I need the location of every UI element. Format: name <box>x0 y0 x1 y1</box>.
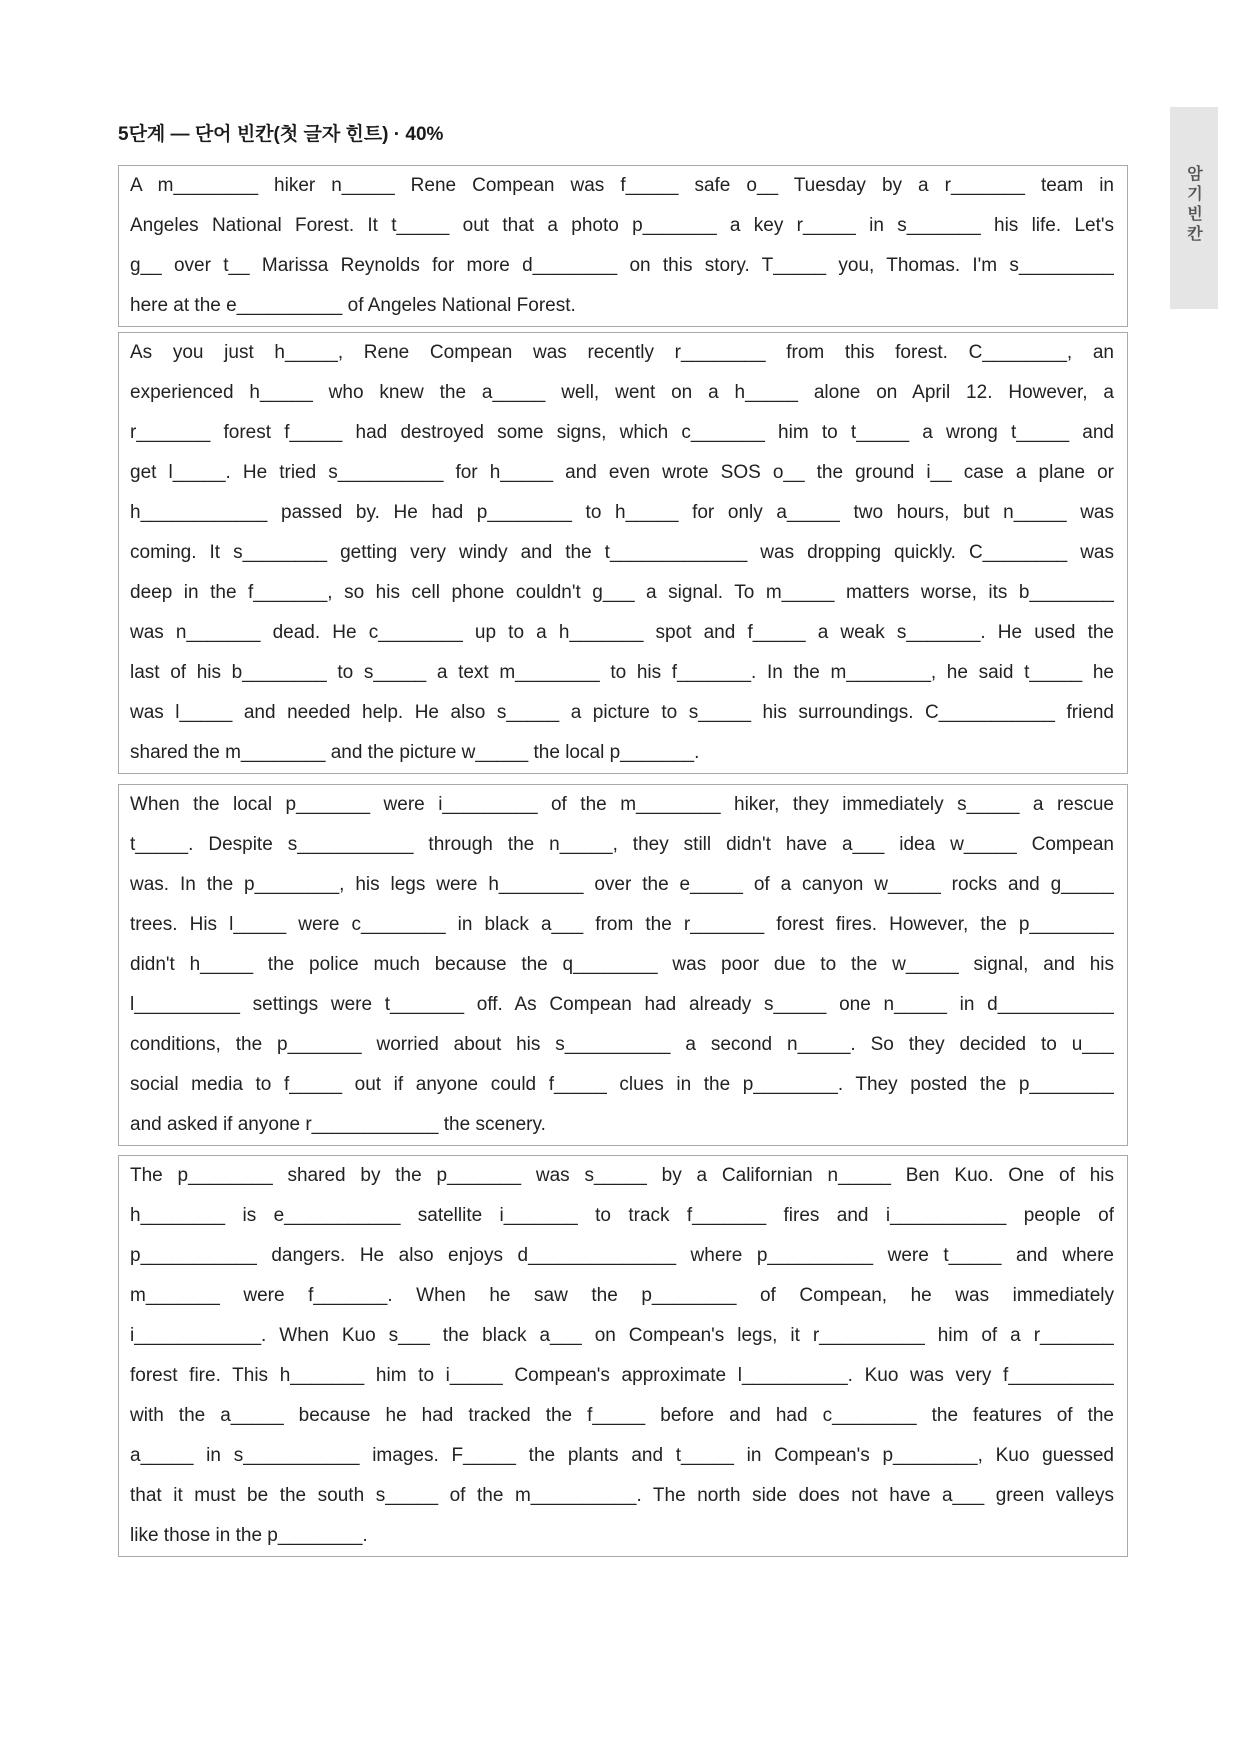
passage-line: A m________ hiker n_____ Rene Compean was f_____ safe o__ Tuesday by a r_______ team in <box>130 175 1114 196</box>
passage-line: h________ is e___________ satellite i_______ to track f_______ fires and i___________ people of <box>130 1205 1114 1226</box>
passage-line: coming. It s________ getting very windy and the t_____________ was dropping quickly. C________ was <box>130 542 1114 563</box>
passage-line: trees. His l_____ were c________ in black a___ from the r_______ forest fires. However, the p________ <box>130 914 1114 935</box>
passage-line: was n_______ dead. He c________ up to a h_______ spot and f_____ a weak s_______. He used the <box>130 622 1114 643</box>
passage-box-2 <box>118 332 1128 774</box>
passage-line: p___________ dangers. He also enjoys d______________ where p__________ were t_____ and where <box>130 1245 1114 1266</box>
passage-line: l__________ settings were t_______ off. As Compean had already s_____ one n_____ in d___________ <box>130 994 1114 1015</box>
passage-line: was l_____ and needed help. He also s_____ a picture to s_____ his surroundings. C___________ friend <box>130 702 1114 723</box>
passage-line: The p________ shared by the p_______ was s_____ by a Californian n_____ Ben Kuo. One of his <box>130 1165 1114 1186</box>
passage-line: As you just h_____, Rene Compean was recently r________ from this forest. C________, an <box>130 342 1114 363</box>
passage-line: social media to f_____ out if anyone could f_____ clues in the p________. They posted the p________ <box>130 1074 1114 1095</box>
passage-line: with the a_____ because he had tracked the f_____ before and had c________ the features of the <box>130 1405 1114 1426</box>
passage-line: When the local p_______ were i_________ of the m________ hiker, they immediately s_____ a rescue <box>130 794 1114 815</box>
side-tab-label: 암기빈칸 <box>1184 165 1204 245</box>
passage-line: that it must be the south s_____ of the m__________. The north side does not have a___ green valleys <box>130 1485 1114 1506</box>
passage-box-4 <box>118 1155 1128 1557</box>
passage-line: and asked if anyone r____________ the scenery. <box>130 1114 546 1135</box>
passage-line: shared the m________ and the picture w_____ the local p_______. <box>130 742 700 763</box>
passages-container <box>118 165 1128 1557</box>
passage-line: t_____. Despite s___________ through the n_____, they still didn't have a___ idea w_____ Compean <box>130 834 1114 855</box>
passage-line: conditions, the p_______ worried about his s__________ a second n_____. So they decided to u___ <box>130 1034 1114 1055</box>
passage-line: like those in the p________. <box>130 1525 368 1546</box>
side-tab <box>1170 107 1218 309</box>
passage-line: was. In the p________, his legs were h________ over the e_____ of a canyon w_____ rocks and g_____ <box>130 874 1114 895</box>
passage-line: here at the e__________ of Angeles National Forest. <box>130 295 576 316</box>
passage-box-3 <box>118 784 1128 1146</box>
passage-line: experienced h_____ who knew the a_____ well, went on a h_____ alone on April 12. However, a <box>130 382 1114 403</box>
passage-line: get l_____. He tried s__________ for h_____ and even wrote SOS o__ the ground i__ case a plane or <box>130 462 1114 483</box>
passage-line: deep in the f_______, so his cell phone couldn't g___ a signal. To m_____ matters worse, its b________ <box>130 582 1114 603</box>
passage-line: forest fire. This h_______ him to i_____ Compean's approximate l__________. Kuo was very f__________ <box>130 1365 1114 1386</box>
passage-line: m_______ were f_______. When he saw the p________ of Compean, he was immediately <box>130 1285 1114 1306</box>
passage-box-1 <box>118 165 1128 327</box>
passage-line: g__ over t__ Marissa Reynolds for more d________ on this story. T_____ you, Thomas. I'm s_________ <box>130 255 1114 276</box>
page-title: 5단계 — 단어 빈칸(첫 글자 힌트) · 40% <box>118 124 444 145</box>
passage-line: i____________. When Kuo s___ the black a___ on Compean's legs, it r__________ him of a r_______ <box>130 1325 1114 1346</box>
passage-line: r_______ forest f_____ had destroyed some signs, which c_______ him to t_____ a wrong t_____ and <box>130 422 1114 443</box>
passage-line: Angeles National Forest. It t_____ out that a photo p_______ a key r_____ in s_______ his life. Let's <box>130 215 1114 236</box>
passage-line: a_____ in s___________ images. F_____ the plants and t_____ in Compean's p________, Kuo guessed <box>130 1445 1114 1466</box>
passage-line: didn't h_____ the police much because the q________ was poor due to the w_____ signal, and his <box>130 954 1114 975</box>
passage-line: h____________ passed by. He had p________ to h_____ for only a_____ two hours, but n_____ was <box>130 502 1114 523</box>
passage-line: last of his b________ to s_____ a text m________ to his f_______. In the m________, he said t_____ he <box>130 662 1114 683</box>
